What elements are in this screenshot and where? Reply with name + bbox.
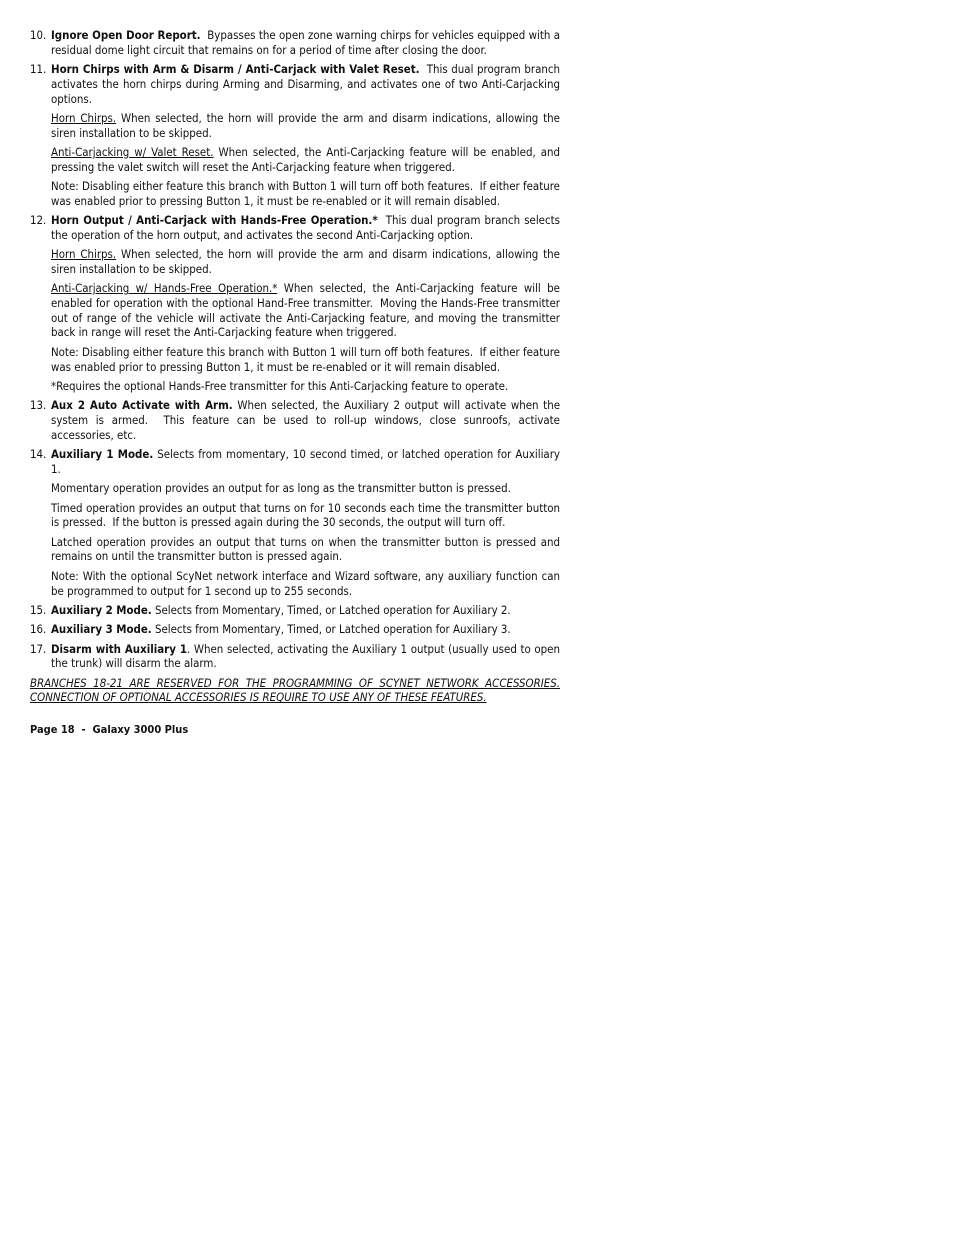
item-subparagraph [51,500,564,530]
subparagraph-label: Horn Chirps. [51,110,117,125]
item-title: Horn Chirps with Arm & Disarm / Anti-Carjack with Valet Reset. [51,62,420,77]
item-lead [51,62,564,106]
item-subparagraph [51,568,564,598]
subparagraph-text: Note: Disabling either feature this branch with Button 1 will turn off both features. If either feature was enabled prior to pressing Button 1, it must be re-enabled or it will remain disabled. [51,344,564,374]
item-title: Ignore Open Door Report. [51,28,201,42]
item-number: 13. [30,398,47,413]
subparagraph-label: Horn Chirps. [51,247,117,262]
subparagraph-text: When selected, the Anti-Carjacking feature will be enabled for operation with the optional Hand-Free transmitter. Moving the Hands-Free transmitter out of range of the vehicle will activate the Anti-Carjacking feature, and moving the transmitter back in range will reset the Anti-Carjacking feature when triggered. [51,281,564,340]
item-text: Bypasses the open zone warning chirps for vehicles equipped with a residual dome light circuit that remains on for a period of time after closing the door. [51,28,564,57]
item-body [51,603,560,618]
item-lead [51,28,564,57]
list-item [30,62,564,208]
item-number: 14. [30,447,47,462]
subparagraph-text: When selected, the horn will provide the arm and disarm indications, allowing the siren installation to be skipped. [51,247,564,276]
subparagraph-text: Momentary operation provides an output for as long as the transmitter button is pressed. [51,481,511,496]
item-body [51,398,564,442]
list-item [30,603,560,618]
item-lead [51,213,564,242]
item-number: 17. [30,641,47,656]
item-body [51,28,564,57]
item-text: When selected, the Auxiliary 2 output will activate when the system is armed. This feature can be used to roll-up windows, close sunroofs, activate accessories, etc. [51,398,564,442]
item-number: 10. [30,28,47,42]
item-title: Auxiliary 1 Mode. [51,447,154,462]
item-title: Horn Output / Anti-Carjack with Hands-Free Operation.* [51,213,378,228]
list-item [30,622,560,637]
document-page [30,28,564,737]
item-lead [51,622,560,637]
item-subparagraph [51,179,564,208]
item-number: 15. [30,602,47,617]
item-subparagraph [51,379,560,394]
item-number: 12. [30,213,47,228]
subparagraph-label: Anti-Carjacking w/ Valet Reset. [51,144,214,159]
item-subparagraph [51,281,564,340]
list-item [30,447,564,598]
item-subparagraph [51,534,564,564]
item-number: 11. [30,62,47,77]
subparagraph-text: *Requires the optional Hands-Free transmitter for this Anti-Carjacking feature to operate. [51,378,509,393]
subparagraph-text: Latched operation provides an output that turns on when the transmitter button is pressed and remains on until the transmitter button is pressed again. [51,534,564,564]
subparagraph-text: Note: With the optional ScyNet network interface and Wizard software, any auxiliary function can be programmed to output for 1 second up to 255 seconds. [51,568,564,598]
item-title: Auxiliary 3 Mode. [51,622,152,637]
item-body [51,447,564,598]
item-number: 16. [30,622,47,637]
item-text: Selects from Momentary, Timed, or Latched operation for Auxiliary 3. [151,622,511,637]
item-text: Selects from Momentary, Timed, or Latched operation for Auxiliary 2. [151,602,511,617]
item-title: Disarm with Auxiliary 1 [51,641,187,656]
item-title: Aux 2 Auto Activate with Arm. [51,398,233,413]
reserved-branches-note: BRANCHES 18-21 ARE RESERVED FOR THE PROGRAMMING OF SCYNET NETWORK ACCESSORIES. CONNECTION OF OPTIONAL ACCESSORIES IS REQUIRE TO USE ANY OF THESE FEATURES. [30,675,560,705]
list-item [30,398,564,442]
item-lead [51,447,564,476]
item-body [51,641,564,671]
list-item [30,213,564,393]
item-body [51,213,564,393]
item-subparagraph [51,481,560,496]
item-subparagraph [51,344,564,374]
item-text: This dual program branch activates the horn chirps during Arming and Disarming, and activates one of two Anti-Carjacking options. [51,62,564,106]
item-body [51,62,564,208]
item-text: . When selected, activating the Auxiliary 1 output (usually used to open the trunk) will disarm the alarm. [51,641,564,671]
subparagraph-text: When selected, the horn will provide the arm and disarm indications, allowing the siren installation to be skipped. [51,110,564,140]
subparagraph-label: Anti-Carjacking w/ Hands-Free Operation.* [51,281,278,296]
subparagraph-text: Note: Disabling either feature this branch with Button 1 will turn off both features. If either feature was enabled prior to pressing Button 1, it must be re-enabled or it will remain disabled. [51,179,564,208]
subparagraph-text: Timed operation provides an output that turns on for 10 seconds each time the transmitter button is pressed. If the button is pressed again during the 30 seconds, the output will turn off. [51,500,564,530]
list-item [30,641,564,671]
item-subparagraph [51,247,564,276]
item-body [51,622,560,637]
item-subparagraph [51,144,564,174]
item-title: Auxiliary 2 Mode. [51,602,152,617]
item-subparagraph [51,110,564,140]
item-lead [51,398,564,442]
branch-list [30,28,564,671]
item-text: This dual program branch selects the operation of the horn output, and activates the second Anti-Carjacking option. [51,213,564,242]
item-lead [51,641,564,671]
item-text: Selects from momentary, 10 second timed, or latched operation for Auxiliary 1. [51,447,564,476]
item-lead [51,603,560,618]
subparagraph-text: When selected, the Anti-Carjacking feature will be enabled, and pressing the valet switch will reset the Anti-Carjacking feature when triggered. [51,144,564,174]
list-item [30,28,564,57]
page-footer: Page 18 - Galaxy 3000 Plus [30,723,189,737]
